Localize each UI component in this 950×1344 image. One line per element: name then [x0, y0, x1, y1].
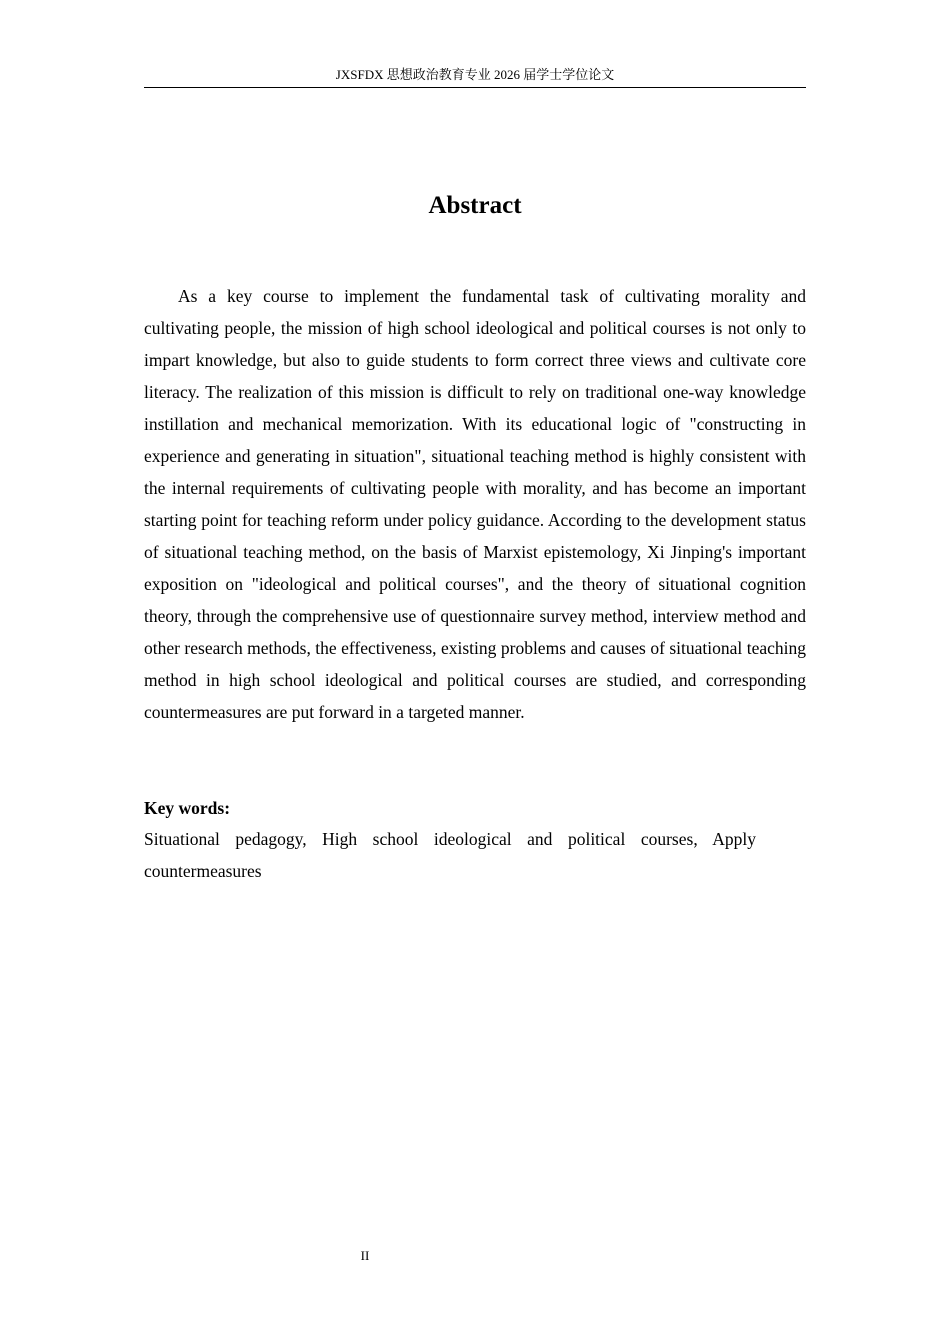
keywords-text: Situational pedagogy, High school ideological and political courses, Apply countermeasures — [144, 829, 756, 881]
page-title: Abstract — [428, 192, 522, 219]
abstract-body: As a key course to implement the fundamental task of cultivating morality and cultivating people, the mission of high school ideological and political courses is not only to impart knowledge, but also to guide students to form correct three views and cultivate core literacy. The realization of this mission is difficult to rely on traditional one-way knowledge instillation and mechanical memorization. With its educational logic of "constructing in experience and generating in situation", situational teaching method is highly consistent with the internal requirements of cultivating people with morality, and has become an important starting point for teaching reform under policy guidance. According to the development status of situational teaching method, on the basis of Marxist epistemology, Xi Jinping's important exposition on "ideological and political courses", and the theory of situational cognition theory, through the comprehensive use of questionnaire survey method, interview method and other research methods, the effectiveness, existing problems and causes of situational teaching method in high school ideological and political courses are studied, and corresponding countermeasures are put forward in a targeted manner. — [144, 286, 806, 722]
page-number: II — [360, 1248, 370, 1263]
keywords-label: Key words: — [144, 798, 231, 818]
page-header: JXSFDX 思想政治教育专业 2026 届学士学位论文 — [144, 66, 806, 88]
